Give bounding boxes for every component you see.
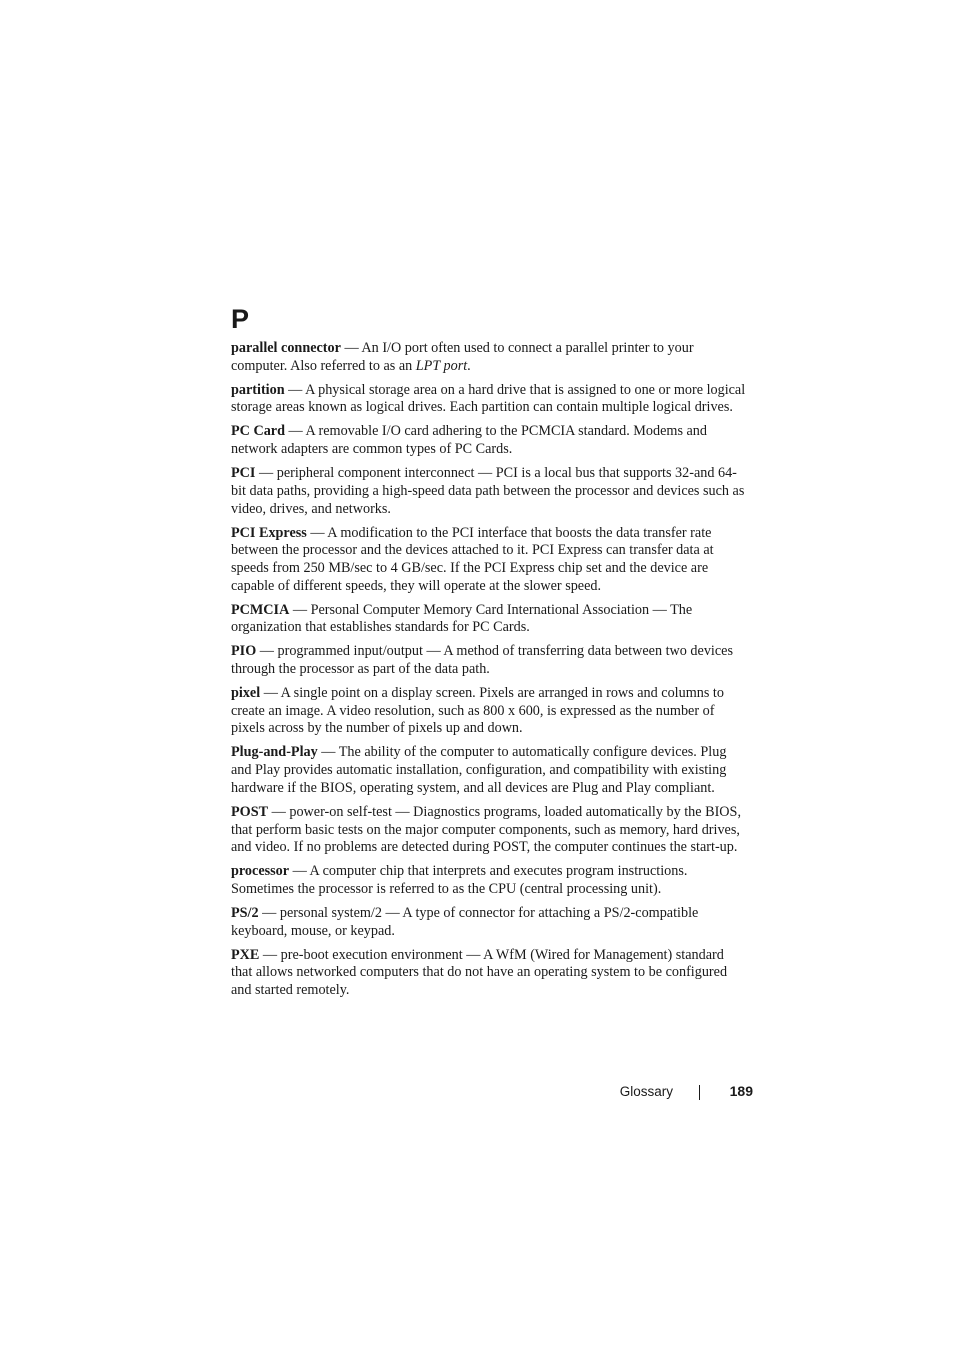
glossary-term: processor xyxy=(231,863,290,880)
glossary-term: PCMCIA xyxy=(231,601,290,618)
glossary-definition: — personal system/2 — A type of connector for attaching a PS/2-compatible keyboard, mouse, or keypad. xyxy=(231,904,699,939)
glossary-term: parallel connector xyxy=(231,340,341,356)
glossary-definition: — pre-boot execution environment — A WfM (Wired for Management) standard that allows networked computers that do not have an operating system to be configured and started remotely. xyxy=(231,946,728,999)
glossary-entry-ps2 xyxy=(231,905,746,940)
glossary-entry-partition xyxy=(231,382,746,417)
glossary-term: PS/2 xyxy=(231,904,259,921)
glossary-term: Plug-and-Play xyxy=(231,744,318,761)
glossary-entry-pci-express xyxy=(231,525,746,596)
glossary-definition-end: . xyxy=(467,357,471,374)
glossary-definition: — programmed input/output — A method of transferring data between two devices through the processor as part of the data path. xyxy=(231,643,733,678)
glossary-entry-pcmcia xyxy=(231,602,746,637)
glossary-definition: — An I/O port often used to connect a parallel printer to your computer. Also referred to as an xyxy=(231,340,694,374)
glossary-entry-pci xyxy=(231,465,746,518)
glossary-term: POST xyxy=(231,803,269,820)
glossary-definition: — A removable I/O card adhering to the PCMCIA standard. Modems and network adapters are common types of PC Cards. xyxy=(231,423,707,458)
glossary-term: PXE xyxy=(231,946,260,963)
glossary-entry-pixel xyxy=(231,685,746,738)
glossary-entry-processor xyxy=(231,863,746,898)
glossary-definition: — The ability of the computer to automatically configure devices. Plug and Play provides automatic installation, configuration, and compatibility with existing hardware if the BIOS, operating system, and all devices are Plug and Play compliant. xyxy=(231,744,727,796)
glossary-term: PC Card xyxy=(231,423,285,440)
glossary-entry-pio xyxy=(231,643,746,678)
page-footer xyxy=(0,1083,954,1103)
glossary-term: pixel xyxy=(231,685,261,702)
glossary-definition: — A modification to the PCI interface that boosts the data transfer rate between the processor and the devices attached to it. PCI Express can transfer data at speeds from 250 MB/sec to 4 GB/sec. If the PCI Express chip set and the device are capable of different speeds, they will operate at the slower speed. xyxy=(231,524,714,594)
page-number: 189 xyxy=(729,1083,753,1099)
glossary-entry-plug-and-play xyxy=(231,744,746,797)
glossary-term: partition xyxy=(231,381,285,398)
glossary-definition: — peripheral component interconnect — PCI is a local bus that supports 32-and 64-bit data paths, providing a high-speed data path between the processor and devices such as video, drives, and networks. xyxy=(231,465,745,517)
glossary-definition: — Personal Computer Memory Card International Association — The organization that establishes standards for PC Cards. xyxy=(231,601,693,636)
glossary-definition: — A computer chip that interprets and executes program instructions. Sometimes the processor is referred to as the CPU (central processing unit). xyxy=(231,863,688,897)
footer-section-label: Glossary xyxy=(619,1084,673,1099)
section-heading: P xyxy=(231,304,250,334)
glossary-entry-pc-card xyxy=(231,423,746,458)
glossary-definition: — power-on self-test — Diagnostics programs, loaded automatically by the BIOS, that perform basic tests on the major computer components, such as memory, hard drives, and video. If no problems are detected during POST, the computer continues the start-up. xyxy=(231,803,741,856)
glossary-entry-pxe xyxy=(231,947,746,1000)
glossary-entries xyxy=(231,340,746,1006)
glossary-entry-post xyxy=(231,804,746,857)
glossary-definition: — A single point on a display screen. Pixels are arranged in rows and columns to create an image. A video resolution, such as 800 x 600, is expressed as the number of pixels across by the number of pixels up and down. xyxy=(231,685,724,737)
glossary-definition-italic: LPT port xyxy=(415,357,468,374)
glossary-term: PCI Express xyxy=(231,524,307,541)
glossary-entry-parallel-connector xyxy=(231,340,746,375)
glossary-definition: — A physical storage area on a hard drive that is assigned to one or more logical storage areas known as logical drives. Each partition can contain multiple logical drives. xyxy=(231,381,746,416)
glossary-term: PIO xyxy=(231,643,257,660)
footer-divider xyxy=(699,1085,700,1100)
glossary-term: PCI xyxy=(231,465,256,482)
